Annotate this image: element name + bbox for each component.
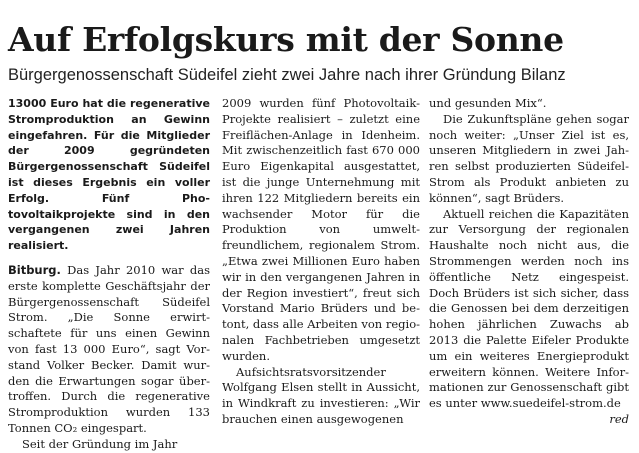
article-column-3 — [429, 96, 629, 428]
article-lead: 13000 Euro hat die regenerative Stromproduktion an Gewinn eingefahren. Für die Mitglieder der 2009 gegründeten Bürgergenossenschaft Südeifel ist dieses Ergebnis ein voller Erfolg. Fünf Photovoltaikprojekte sind in den vergangenen zwei Jahren realisiert. — [8, 97, 210, 253]
article-paragraph-3-cont: und gesunden Mix“. — [429, 96, 547, 110]
article-headline: Auf Erfolgskurs mit der Sonne — [8, 20, 564, 59]
article-column-1 — [8, 96, 210, 453]
article-subheadline: Bürgergenossenschaft Südeifel zieht zwei Jahre nach ihrer Gründung Bilanz — [8, 66, 566, 84]
article-paragraph-4: Die Zukunftspläne gehen sogar noch weiter: „Unser Ziel ist es, unseren Mitgliedern in zwei Jahren selbst produzierten Südeifel-Strom als Produkt anbieten zu können“, sagt Brüders. — [429, 111, 629, 205]
article-paragraph-2-cont: 2009 wurden fünf Photovoltaik-Projekte realisiert – zuletzt eine Freiflächen-Anlage in Idenheim. Mit zwischenzeitlich fast 670 000 Euro Eigenkapital ausgestattet, ist die junge Unternehmung mit ihren 122 Mitgliedern bereits ein wachsender Motor für die Produktion von umweltfreundlichem, regionalem Strom. „Etwa zwei Millionen Euro haben wir in den vergangenen Jahren in der Region investiert“, freut sich Vorstand Mario Brüders und betont, dass alle Arbeiten von regionalen Fachbetrieben umgesetzt wurden. — [222, 96, 421, 363]
article-paragraph-3: Aufsichtsratsvorsitzender Wolfgang Elsen stellt in Aussicht, in Windkraft zu investieren: „Wir brauchen einen ausgewogenen — [222, 364, 420, 426]
article-author: red — [609, 411, 629, 426]
article-paragraph-1: Bitburg. Das Jahr 2010 war das erste komplette Geschäftsjahr der Bürgergenossenschaft Südeifel Strom. „Die Sonne erwirtschaftete für uns einen Gewinn von fast 13 000 Euro“, sagt Vorstand Volker Becker. Damit wurden die Erwartungen sogar übertroffen. Durch die regenerative Stromproduktion wurden 133 Tonnen CO₂ eingespart. — [8, 262, 210, 435]
article-column-2 — [222, 96, 420, 428]
article-dateline: Bitburg. — [8, 262, 61, 277]
article-paragraph-5: Aktuell reichen die Kapazitäten zur Versorgung der regionalen Haushalte noch nicht aus, die Strommengen werden noch ins öffentliche Netz eingespeist. Doch Brüders ist sich sicher, dass die Genossen bei dem derzeitigen hohen jährlichen Zuwachs ab 2013 die Palette Eifeler Produkte um ein weiteres Energieprodukt erweitern können. Weitere Informationen zur Genossenschaft gibt es unter www.suedeifel-strom.de red — [429, 206, 629, 426]
article-paragraph-2-start: Seit der Gründung im Jahr — [22, 436, 178, 451]
